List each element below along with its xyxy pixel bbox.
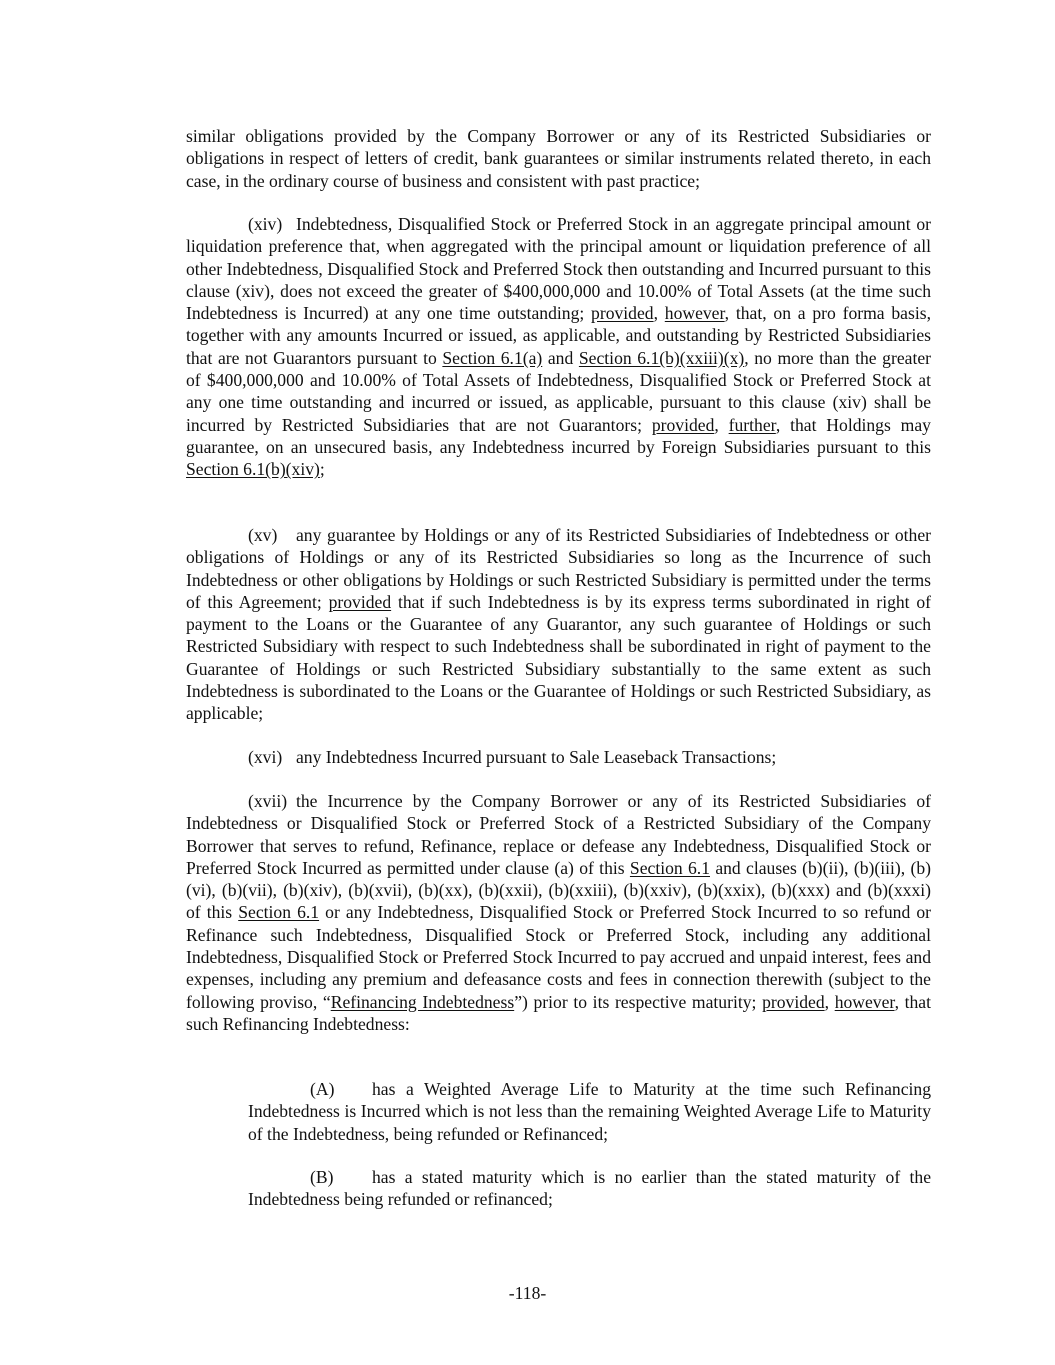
section-reference: Section 6.1: [238, 902, 320, 923]
clause-label: (xvi): [248, 747, 283, 767]
subclause-A: (A) has a Weighted Average Life to Maturity at the time such Refinancing Indebtedness is Incurred which is not less than the remaining Weighted Average Life to Maturity of the Indebtedness, being refunded or Refinanced;: [248, 1079, 931, 1144]
section-reference: Section 6.1(b)(xxiii)(x): [578, 347, 745, 368]
clause-label: (A): [310, 1079, 335, 1099]
defined-term: Refinancing Indebtedness: [330, 991, 515, 1012]
defined-term: further: [728, 414, 776, 435]
section-reference: Section 6.1(a): [442, 347, 543, 368]
defined-term: provided: [762, 991, 825, 1012]
clause-label: (xvii): [248, 791, 288, 811]
defined-term: provided: [328, 591, 392, 612]
defined-term: provided: [651, 414, 715, 435]
defined-term: however: [664, 303, 725, 324]
clause-xv: (xv) any guarantee by Holdings or any of its Restricted Subsidiaries of Indebtedness or other obligations of Holdings or any of its Restricted Subsidiaries so long as the Incurrence of such Indebtedness or other obligations by Holdings or such Restricted Subsidiary is permitted under the terms of this Agreement; provided that if such Indebtedness is by its express terms subordinated in right of payment to the Loans or the Guarantee of any Guarantor, any such guarantee of Holdings or such Restricted Subsidiary with respect to such Indebtedness shall be subordinated in right of payment to the Guarantee of Holdings or such Restricted Subsidiary substantially to the same extent as such Indebtedness is subordinated to the Loans or the Guarantee of Holdings or such Restricted Subsidiary, as applicable;: [186, 525, 932, 724]
paragraph-continuation: similar obligations provided by the Company Borrower or any of its Restricted Subsidiaries or obligations in respect of letters of credit, bank guarantees or similar instruments related thereto, in each case, in the ordinary course of business and consistent with past practice;: [186, 126, 931, 191]
clause-xiv: (xiv) Indebtedness, Disqualified Stock or Preferred Stock in an aggregate principal amount or liquidation preference that, when aggregated with the principal amount or liquidation preference of all other Indebtedness, Disqualified Stock and Preferred Stock then outstanding and Incurred pursuant to this clause (xiv), does not exceed the greater of $400,000,000 and 10.00% of Total Assets (at the time such Indebtedness is Incurred) at any one time outstanding; provided, however, that, on a pro forma basis, together with any amounts Incurred or issued, as applicable, and outstanding by Restricted Subsidiaries that are not Guarantors pursuant to Section 6.1(a) and Section 6.1(b)(xxiii)(x), no more than the greater of $400,000,000 and 10.00% of Total Assets of Indebtedness, Disqualified Stock or Preferred Stock at any one time outstanding and incurred or issued, as applicable, pursuant to this clause (xiv) shall be incurred by Restricted Subsidiaries that are not Guarantors; provided, further, that Holdings may guarantee, on an unsecured basis, any Indebtedness incurred by Foreign Subsidiaries pursuant to this Section 6.1(b)(xiv);: [186, 214, 932, 480]
clause-label: (xv): [248, 525, 278, 545]
clause-label: (xiv): [248, 214, 283, 234]
page-number: -118-: [508, 1283, 547, 1303]
clause-label: (B): [310, 1167, 334, 1187]
clause-xvii: (xvii) the Incurrence by the Company Borrower or any of its Restricted Subsidiaries of Indebtedness or Disqualified Stock or Preferred Stock of a Restricted Subsidiary of the Company Borrower that serves to refund, Refinance, replace or defease any Indebtedness, Disqualified Stock or Preferred Stock Incurred as permitted under clause (a) of this Section 6.1 and clauses (b)(ii), (b)(iii), (b)(vi), (b)(vii), (b)(xiv), (b)(xvii), (b)(xx), (b)(xxii), (b)(xxiii), (b)(xxiv), (b)(xxix), (b)(xxx) and (b)(xxxi) of this Section 6.1 or any Indebtedness, Disqualified Stock or Preferred Stock Incurred to so refund or Refinance such Indebtedness, Disqualified Stock or Preferred Stock, including any additional Indebtedness, Disqualified Stock or Preferred Stock Incurred to pay accrued and unpaid interest, fees and expenses, including any premium and defeasance costs and fees in connection therewith (subject to the following proviso, “Refinancing Indebtedness”) prior to its respective maturity; provided, however, that such Refinancing Indebtedness:: [186, 791, 931, 1034]
defined-term: however: [834, 991, 895, 1012]
defined-term: provided: [591, 303, 654, 324]
section-reference: Section 6.1(b)(xiv): [186, 459, 320, 480]
section-reference: Section 6.1: [629, 857, 710, 878]
subclause-B: (B) has a stated maturity which is no earlier than the stated maturity of the Indebtedness being refunded or refinanced;: [248, 1167, 931, 1210]
clause-xvi: (xvi) any Indebtedness Incurred pursuant to Sale Leaseback Transactions;: [186, 746, 931, 768]
